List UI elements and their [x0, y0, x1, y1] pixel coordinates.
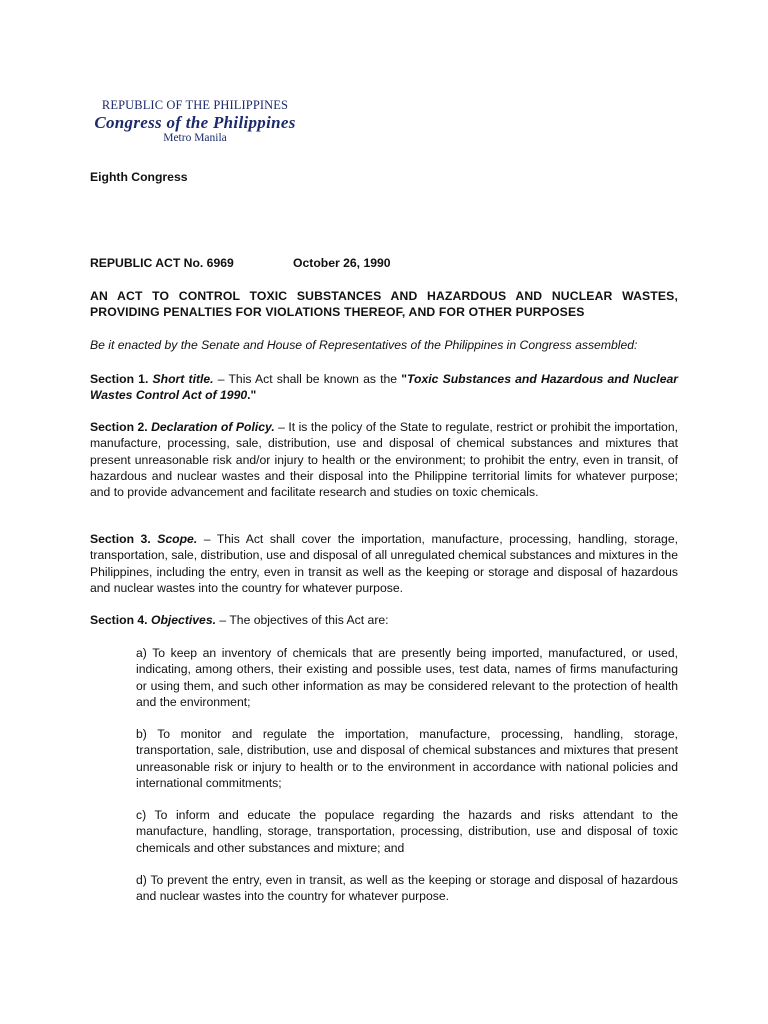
objective-item-c: c) To inform and educate the populace regarding the hazards and risks attendant to the manufacture, handling, storage, transportation, processing, distribution, use and disposal of toxic chemicals and other substances and mixture; and: [136, 808, 678, 855]
act-number-line: [90, 255, 678, 271]
section-3: [90, 531, 678, 596]
letterhead-republic: REPUBLIC OF THE PHILIPPINES: [101, 98, 289, 112]
section-4-label: Section 4.: [90, 613, 148, 627]
section-1-quoted-title: Toxic Substances and Hazardous and Nuclear Wastes Control Act of 1990: [90, 372, 678, 403]
enacting-clause: Be it enacted by the Senate and House of Representatives of the Philippines in Congress assembled:: [90, 338, 638, 352]
section-1-quote-open: ": [401, 372, 408, 386]
objective-item-a: a) To keep an inventory of chemicals that are presently being imported, manufactured, or used, indicating, among others, their existing and possible uses, test data, names of firms manufacturing or using them, and such other information as may be considered relevant to the protection of health and the environment;: [136, 646, 678, 709]
section-1-heading: Short title.: [152, 372, 214, 386]
congress-name: Eighth Congress: [90, 170, 188, 184]
section-2-text: – It is the policy of the State to regulate, restrict or prohibit the importation, manufacture, processing, sale, distribution, use and disposal of chemical substances and mixtures that present unreasonable risk and/or injury to health or the environment; to prohibit the entry, even in transit, of hazardous and nuclear wastes and their disposal into the Philippine territorial limits for whatever purpose; and to provide advancement and facilitate research and studies on toxic chemicals.: [90, 420, 678, 500]
section-2-label: Section 2.: [90, 420, 148, 434]
section-1: [90, 371, 678, 404]
section-2: [90, 419, 678, 500]
letterhead-location: Metro Manila: [163, 132, 227, 144]
section-3-heading: Scope.: [157, 532, 198, 546]
section-4: [90, 612, 678, 628]
letterhead: [90, 98, 300, 145]
section-3-label: Section 3.: [90, 532, 151, 546]
act-title: AN ACT TO CONTROL TOXIC SUBSTANCES AND HAZARDOUS AND NUCLEAR WASTES, PROVIDING PENALTIES FOR VIOLATIONS THEREOF, AND FOR OTHER PURPOSES: [90, 289, 678, 320]
act-number: REPUBLIC ACT No. 6969: [90, 256, 234, 270]
objective-item-d: d) To prevent the entry, even in transit, as well as the keeping or storage and disposal of hazardous and nuclear wastes into the country for whatever purpose.: [136, 873, 678, 904]
section-1-quote-close: .": [247, 388, 257, 403]
act-date: October 26, 1990: [293, 256, 391, 270]
section-3-text: – This Act shall cover the importation, manufacture, processing, handling, storage, transportation, sale, distribution, use and disposal of all unregulated chemical substances and mixtures in the Philippines, including the entry, even in transit as well as the keeping or storage and disposal of hazardous and nuclear wastes into the country for whatever purpose.: [90, 532, 678, 595]
section-1-text: – This Act shall be known as the: [213, 372, 402, 386]
section-2-heading: Declaration of Policy.: [151, 420, 275, 434]
section-1-label: Section 1.: [90, 372, 149, 386]
objective-item-b: b) To monitor and regulate the importation, manufacture, processing, handling, storage, transportation, sale, distribution, use and disposal of chemical substances and mixtures that present unreasonable risk or injury to health or to the environment in accordance with national policies and international commitments;: [136, 727, 678, 790]
section-4-heading: Objectives.: [150, 613, 217, 627]
letterhead-congress: Congress of the Philippines: [94, 113, 296, 132]
section-4-text: – The objectives of this Act are:: [216, 613, 389, 627]
